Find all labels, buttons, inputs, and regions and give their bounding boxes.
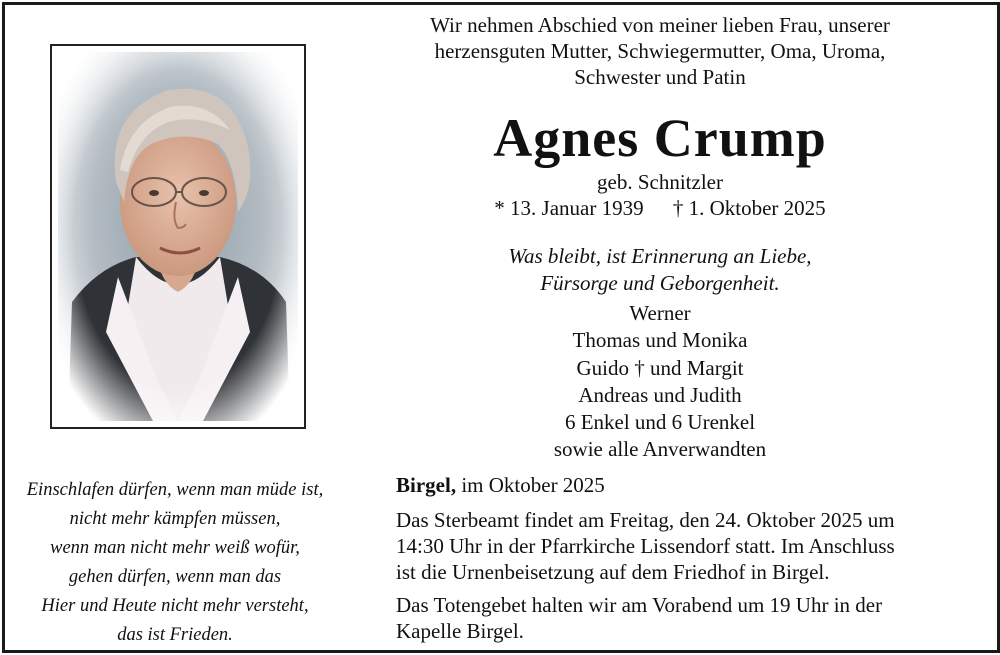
poem — [10, 476, 340, 650]
funeral-info — [396, 507, 982, 585]
poem-line: Einschlafen dürfen, wenn man müde ist, — [26, 480, 324, 500]
poem-line: gehen dürfen, wenn man das — [68, 567, 282, 587]
intro-line: Wir nehmen Abschied von meiner lieben Frau, unserer — [430, 13, 890, 37]
place-date-line — [396, 472, 976, 498]
mourner-entry: Andreas und Judith — [578, 382, 742, 407]
portrait-photo — [58, 52, 298, 421]
prayer-info — [396, 592, 982, 644]
mourner-entry: Thomas und Monika — [572, 328, 748, 353]
funeral-line: ist die Urnenbeisetzung auf dem Friedhof in Birgel. — [396, 560, 830, 584]
mourner-entry: sowie alle Anverwandten — [553, 437, 767, 462]
motto-line: Fürsorge und Geborgenheit. — [540, 271, 780, 295]
birth-name: geb. Schnitzler — [597, 170, 723, 194]
funeral-line: Das Sterbeamt findet am Freitag, den 24. Oktober 2025 um — [396, 508, 895, 532]
poem-line: das ist Frieden. — [117, 625, 233, 645]
mourner-entry: Werner — [629, 301, 691, 325]
deceased-name: Agnes Crump — [493, 108, 827, 168]
place-name: Birgel, — [396, 473, 457, 497]
life-dates — [360, 196, 960, 220]
birth-date: * 13. Januar 1939 — [494, 196, 644, 220]
mourner-entry: 6 Enkel und 6 Urenkel — [564, 410, 756, 435]
motto-quote — [360, 243, 960, 297]
mourners-list — [360, 300, 960, 464]
funeral-line: 14:30 Uhr in der Pfarrkirche Lissendorf statt. Im Anschluss — [396, 534, 895, 558]
poem-line: Hier und Heute nicht mehr versteht, — [41, 596, 309, 616]
mourner-entry: Guido † und Margit — [576, 355, 744, 380]
intro-line: Schwester und Patin — [574, 65, 746, 89]
intro-line: herzensguten Mutter, Schwiegermutter, Oma, Uroma, — [434, 39, 886, 63]
prayer-line: Das Totengebet halten wir am Vorabend um 19 Uhr in der — [396, 593, 883, 617]
prayer-line: Kapelle Birgel. — [396, 619, 524, 643]
motto-line: Was bleibt, ist Erinnerung an Liebe, — [508, 244, 812, 268]
poem-line: nicht mehr kämpfen müssen, — [69, 509, 281, 529]
intro-text — [360, 12, 960, 90]
portrait-frame — [50, 44, 306, 429]
death-date: † 1. Oktober 2025 — [672, 196, 826, 220]
place-date: im Oktober 2025 — [456, 473, 605, 497]
poem-line: wenn man nicht mehr weiß wofür, — [50, 538, 300, 558]
